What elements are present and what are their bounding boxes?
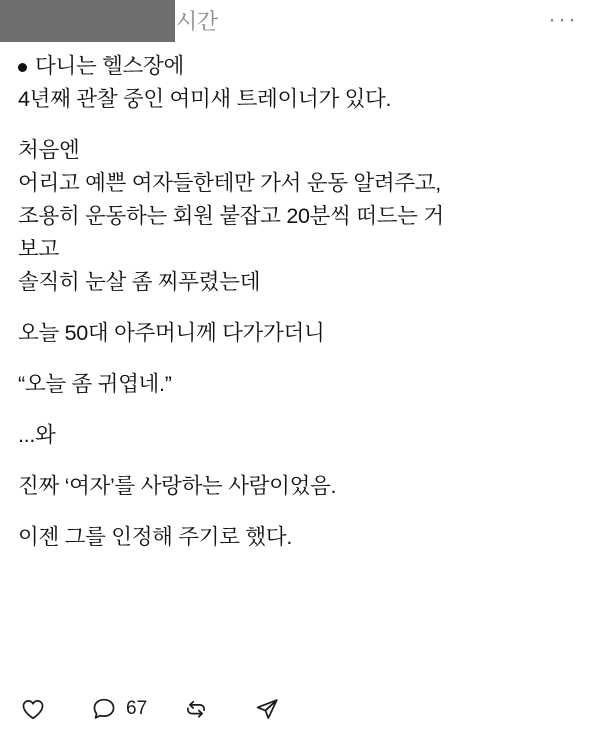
post-line: 보고 xyxy=(18,237,59,261)
post-line: 조용히 운동하는 회원 붙잡고 20분씩 떠드는 거 xyxy=(18,204,444,228)
heart-icon xyxy=(20,696,46,722)
comment-icon xyxy=(91,696,117,722)
post-line-spacer xyxy=(18,350,582,368)
post-line: 이젠 그를 인정해 주기로 했다. xyxy=(18,525,292,549)
post-line-spacer xyxy=(18,401,582,419)
post-line: 오늘 50대 아주머니께 다가가더니 xyxy=(18,321,325,345)
post-line: ...와 xyxy=(18,423,56,447)
post-line: “오늘 좀 귀엽네.” xyxy=(18,372,172,396)
post-line: 어리고 예쁜 여자들한테만 가서 운동 알려주고, xyxy=(18,171,441,195)
post-action-bar xyxy=(20,696,325,722)
post-line: 진짜 ‘여자’를 사랑하는 사람이었음. xyxy=(18,474,337,498)
like-button[interactable] xyxy=(20,696,55,722)
post-line-spacer xyxy=(18,452,582,470)
post-header xyxy=(0,0,600,46)
post-line-text: 다니는 헬스장에 xyxy=(35,54,184,78)
share-button[interactable] xyxy=(254,696,289,722)
post-line: 처음엔 xyxy=(18,138,80,162)
comment-button[interactable] xyxy=(91,696,147,722)
post-line-spacer xyxy=(18,503,582,521)
repost-icon xyxy=(183,696,209,722)
post-line xyxy=(18,50,582,83)
repost-button[interactable] xyxy=(183,696,218,722)
redacted-username-block xyxy=(0,0,175,42)
more-options-icon[interactable]: ··· xyxy=(548,6,578,33)
comment-count: 67 xyxy=(126,698,148,719)
post-body xyxy=(18,50,582,554)
bullet-dot-icon xyxy=(18,63,27,72)
post-line-spacer xyxy=(18,299,582,317)
post-timestamp: 시간 xyxy=(176,9,218,34)
post-line: 4년째 관찰 중인 여미새 트레이너가 있다. xyxy=(18,87,392,111)
post-line: 솔직히 눈살 좀 찌푸렸는데 xyxy=(18,270,261,294)
post-line-spacer xyxy=(18,116,582,134)
send-icon xyxy=(254,696,280,722)
